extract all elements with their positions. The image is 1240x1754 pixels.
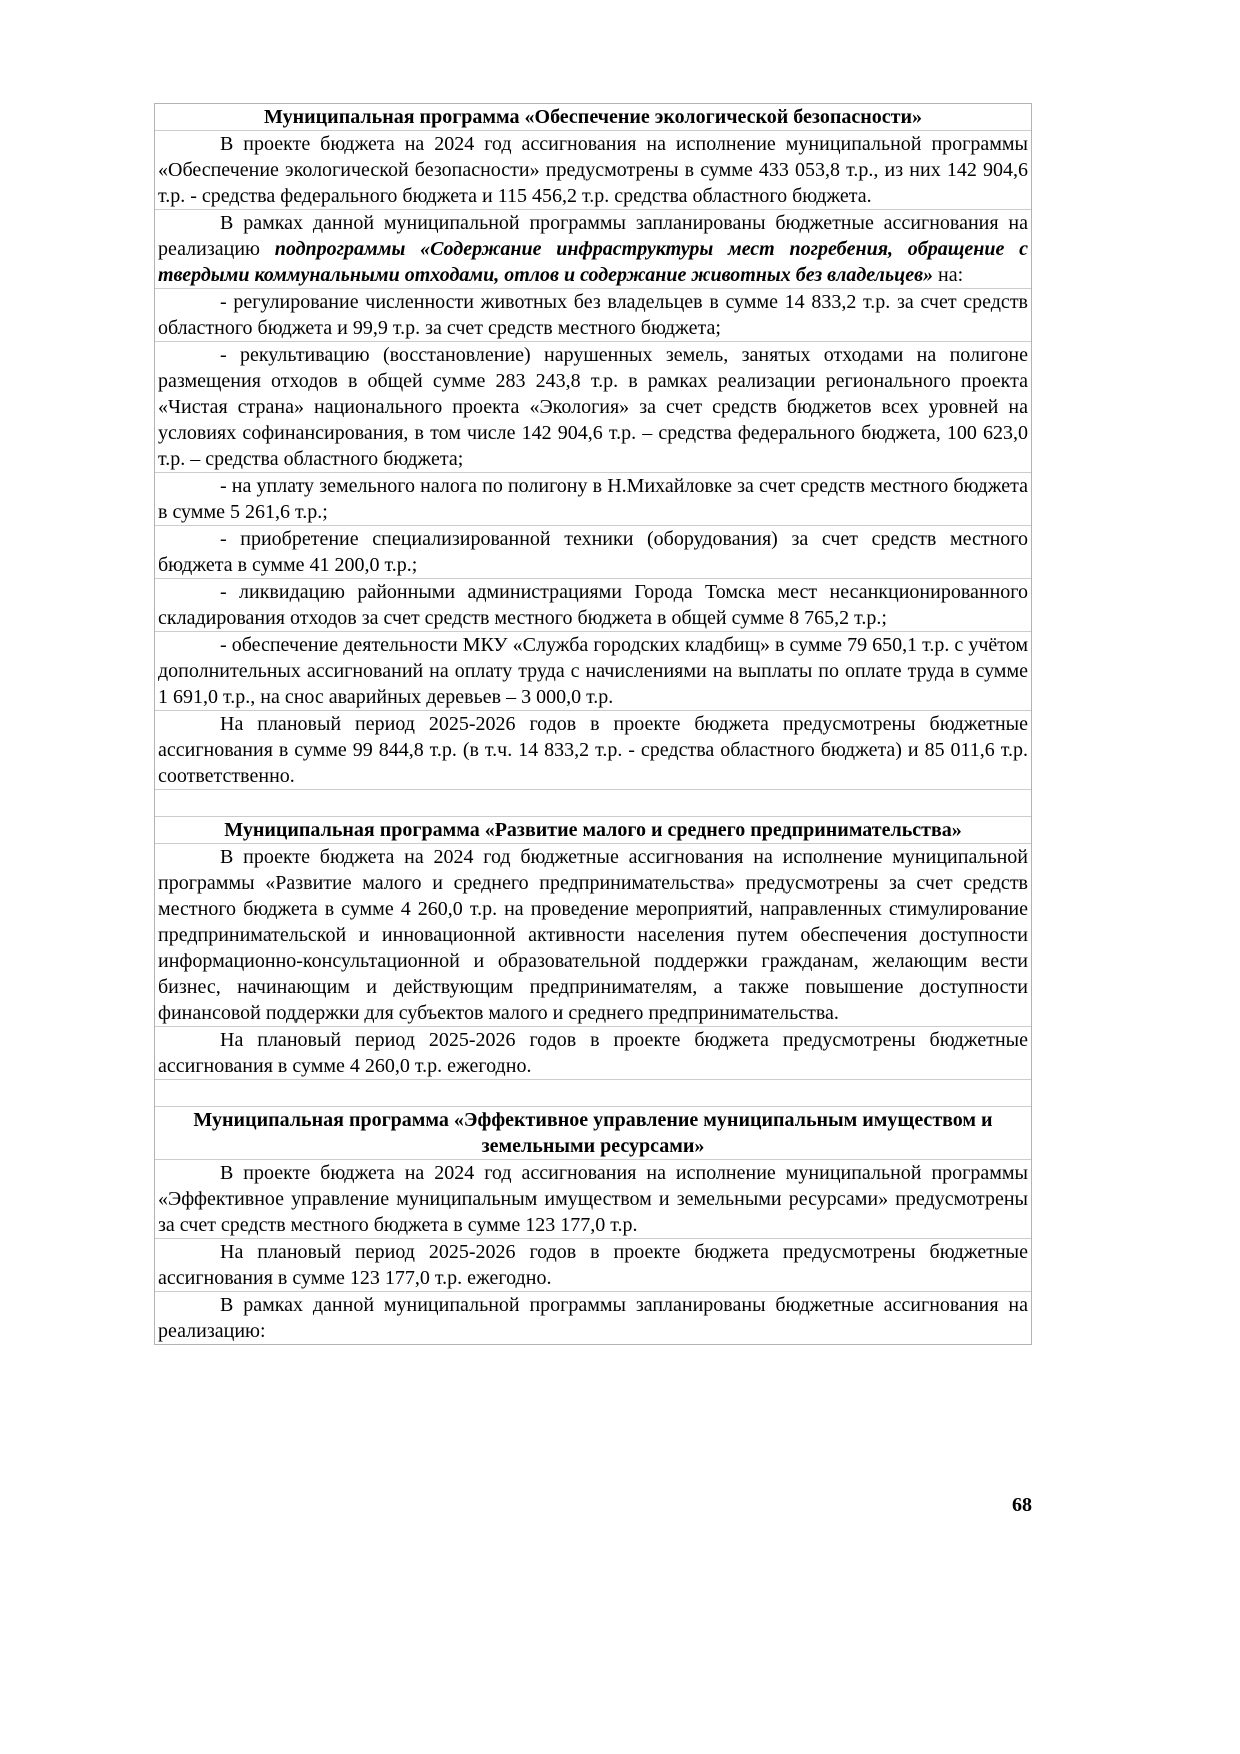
list-item: - на уплату земельного налога по полигону в Н.Михайловке за счет средств местного бюджета в сумме 5 261,6 т.р.; xyxy=(155,473,1031,526)
section1-heading xyxy=(155,104,1031,131)
section3-heading xyxy=(155,1107,1031,1160)
list-item: - рекультивацию (восстановление) нарушенных земель, занятых отходами на полигоне размещения отходов в общей сумме 283 243,8 т.р. в рамках реализации регионального проекта «Чистая страна» национального проекта «Экология» за счет средств бюджетов всех уровней на условиях софинансирования, в том числе 142 904,6 т.р. – средства федерального бюджета, 100 623,0 т.р. – средства областного бюджета; xyxy=(155,342,1031,473)
subprogram-name-emphasis: подпрограммы «Содержание инфраструктуры мест погребения, обращение с твердыми коммунальными отходами, отлов и содержание животных без владельцев» xyxy=(158,238,1029,286)
section3-paragraph-1: В проекте бюджета на 2024 год ассигнования на исполнение муниципальной программы «Эффективное управление муниципальным имуществом и земельными ресурсами» предусмотрены за счет средств местного бюджета в сумме 123 177,0 т.р. xyxy=(155,1160,1031,1239)
list-item: - приобретение специализированной техники (оборудования) за счет средств местного бюджета в сумме 41 200,0 т.р.; xyxy=(155,526,1031,579)
section1-paragraph-2 xyxy=(155,210,1031,289)
list-item: - ликвидацию районными администрациями Города Томска мест несанкционированного складирования отходов за счет средств местного бюджета в общей сумме 8 765,2 т.р.; xyxy=(155,579,1031,632)
section2-paragraph-2: На плановый период 2025-2026 годов в проекте бюджета предусмотрены бюджетные ассигнования в сумме 4 260,0 т.р. ежегодно. xyxy=(155,1027,1031,1080)
list-item: - регулирование численности животных без владельцев в сумме 14 833,2 т.р. за счет средств областного бюджета и 99,9 т.р. за счет средств местного бюджета; xyxy=(155,289,1031,342)
page-number: 68 xyxy=(1012,1494,1032,1516)
section1-paragraph-3: На плановый период 2025-2026 годов в проекте бюджета предусмотрены бюджетные ассигнования в сумме 99 844,8 т.р. (в т.ч. 14 833,2 т.р. - средства областного бюджета) и 85 011,6 т.р. соответственно. xyxy=(155,711,1031,790)
blank-row xyxy=(155,790,1031,817)
section1-heading-text: Муниципальная программа «Обеспечение экологической безопасности» xyxy=(264,106,922,128)
list-item: - обеспечение деятельности МКУ «Служба городских кладбищ» в сумме 79 650,1 т.р. с учётом дополнительных ассигнований на оплату труда с начислениями на выплаты по оплате труда в сумме 1 691,0 т.р., на снос аварийных деревьев – 3 000,0 т.р. xyxy=(155,632,1031,711)
section3-paragraph-2: На плановый период 2025-2026 годов в проекте бюджета предусмотрены бюджетные ассигнования в сумме 123 177,0 т.р. ежегодно. xyxy=(155,1239,1031,1292)
blank-row xyxy=(155,1080,1031,1107)
section1-paragraph-2-suffix: на: xyxy=(933,264,964,286)
section2-heading xyxy=(155,817,1031,844)
section3-paragraph-3: В рамках данной муниципальной программы запланированы бюджетные ассигнования на реализацию: xyxy=(158,1294,1028,1342)
section2-paragraph-1: В проекте бюджета на 2024 год бюджетные ассигнования на исполнение муниципальной программы «Развитие малого и среднего предпринимательства» предусмотрены за счет средств местного бюджета в сумме 4 260,0 т.р. на проведение мероприятий, направленных стимулирование предпринимательской и инновационной активности населения путем обеспечения доступности информационно-консультационной и образовательной поддержки гражданам, желающим вести бизнес, начинающим и действующим предпринимателям, а также повышение доступности финансовой поддержки для субъектов малого и среднего предпринимательства. xyxy=(155,844,1031,1027)
content-frame xyxy=(154,103,1032,1345)
section3-heading-text: Муниципальная программа «Эффективное управление муниципальным имуществом и земельными ресурсами» xyxy=(193,1109,993,1157)
section2-heading-text: Муниципальная программа «Развитие малого и среднего предпринимательства» xyxy=(224,819,962,841)
section1-paragraph-1: В проекте бюджета на 2024 год ассигнования на исполнение муниципальной программы «Обеспечение экологической безопасности» предусмотрены в сумме 433 053,8 т.р., из них 142 904,6 т.р. - средства федерального бюджета и 115 456,2 т.р. средства областного бюджета. xyxy=(155,131,1031,210)
section1-paragraph-2-prefix: В рамках данной муниципальной программы запланированы бюджетные ассигнования на реализацию xyxy=(158,212,1028,260)
